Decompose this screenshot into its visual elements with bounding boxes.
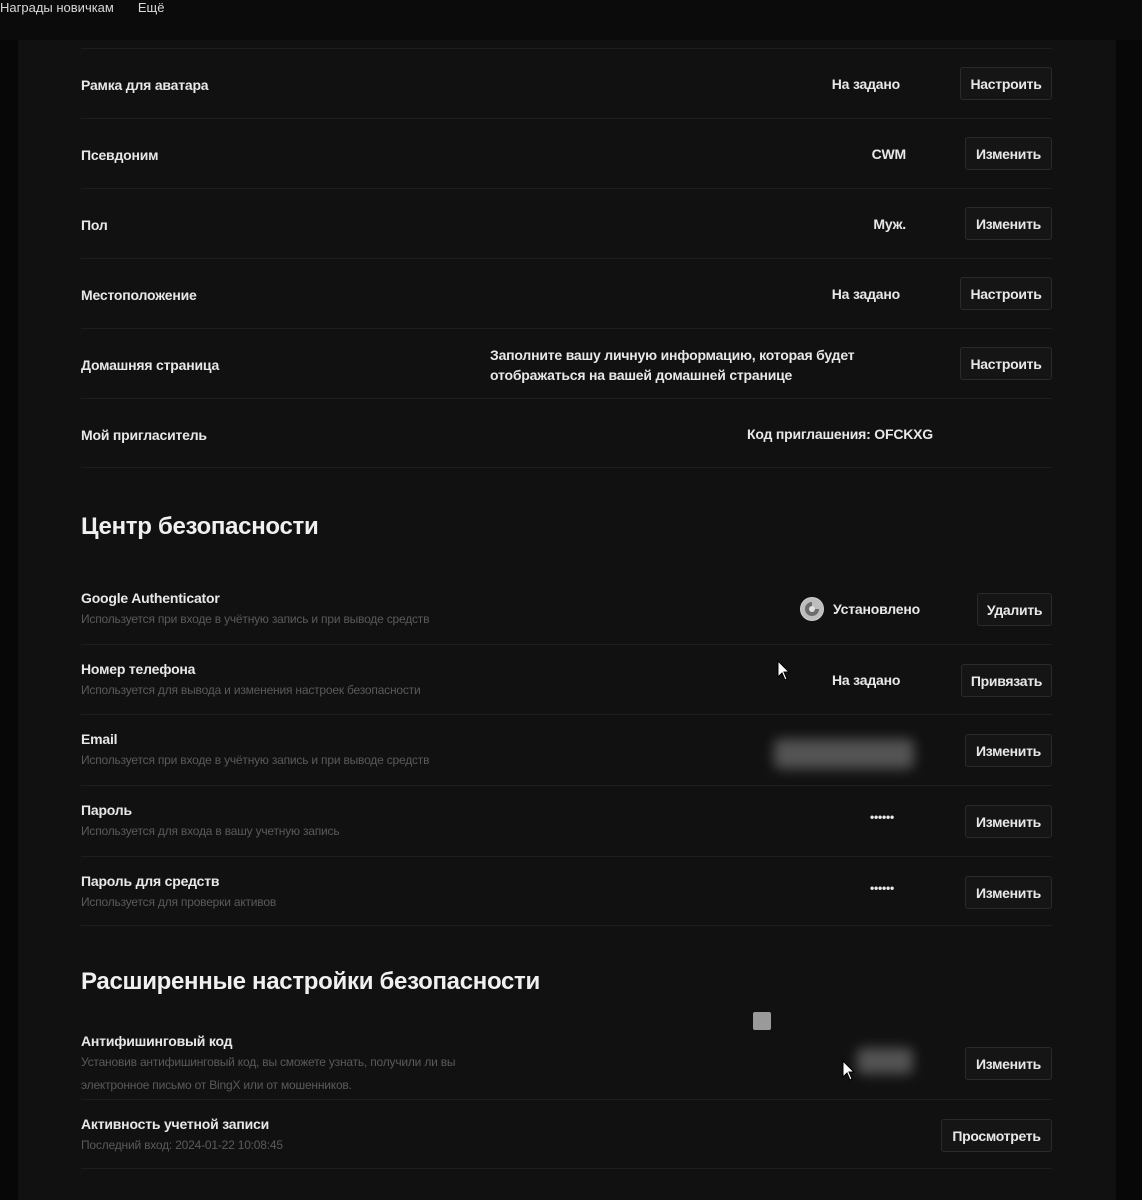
homepage-hint bbox=[490, 345, 854, 385]
row-password bbox=[81, 785, 1052, 855]
nav-item-more[interactable]: Ещё bbox=[137, 0, 165, 15]
row-label: Псевдоним bbox=[81, 147, 159, 163]
row-title: Номер телефона bbox=[81, 661, 196, 677]
row-value: •••••• bbox=[870, 881, 895, 895]
row-desc: Используется для вывода и изменения настроек безопасности bbox=[81, 683, 421, 697]
row-desc: Используется для проверки активов bbox=[81, 895, 276, 909]
settings-content bbox=[81, 48, 1052, 468]
email-value-redacted bbox=[774, 739, 914, 769]
antiphishing-value-redacted bbox=[857, 1048, 913, 1074]
row-desc: Используется для входа в вашу учетную запись bbox=[81, 824, 340, 838]
row-label: Мой пригласитель bbox=[81, 427, 207, 443]
row-label: Домашняя страница bbox=[81, 357, 220, 373]
edit-email-button[interactable]: Изменить bbox=[965, 734, 1052, 767]
row-desc bbox=[81, 1051, 455, 1097]
row-label: Рамка для аватара bbox=[81, 77, 209, 93]
row-antiphishing-code bbox=[81, 1028, 1052, 1099]
row-desc-line2: электронное письмо от BingX или от мошенников. bbox=[81, 1078, 352, 1092]
row-desc: Используется при входе в учётную запись и при выводе средств bbox=[81, 753, 430, 767]
row-title: Активность учетной записи bbox=[81, 1116, 270, 1132]
row-account-activity bbox=[81, 1099, 1052, 1169]
edit-password-button[interactable]: Изменить bbox=[965, 805, 1052, 838]
homepage-hint-line2: отображаться на вашей домашней странице bbox=[490, 367, 793, 383]
row-value: Установлено bbox=[833, 601, 920, 617]
invite-code: Код приглашения: OFCKXG bbox=[747, 426, 933, 442]
row-title: Пароль bbox=[81, 802, 132, 818]
row-value: CWM bbox=[871, 146, 906, 162]
edit-nickname-button[interactable]: Изменить bbox=[965, 137, 1052, 170]
row-gender bbox=[81, 188, 1052, 258]
setup-homepage-button[interactable]: Настроить bbox=[960, 347, 1052, 380]
row-desc-line1: Установив антифишинговый код, вы сможете узнать, получили ли вы bbox=[81, 1055, 456, 1069]
setup-avatar-frame-button[interactable]: Настроить bbox=[960, 67, 1052, 100]
mouse-cursor-icon bbox=[842, 1060, 856, 1082]
bind-phone-button[interactable]: Привязать bbox=[961, 664, 1052, 697]
top-nav bbox=[0, 0, 1142, 40]
view-activity-button[interactable]: Просмотреть bbox=[941, 1119, 1052, 1152]
section-title-advanced: Расширенные настройки безопасности bbox=[81, 968, 540, 995]
google-authenticator-icon bbox=[800, 597, 824, 621]
row-google-authenticator bbox=[81, 574, 1052, 644]
section-title-security: Центр безопасности bbox=[81, 513, 319, 540]
row-fund-password bbox=[81, 856, 1052, 926]
edit-fund-password-button[interactable]: Изменить bbox=[965, 876, 1052, 909]
row-title: Антифишинговый код bbox=[81, 1033, 233, 1049]
row-avatar-frame bbox=[81, 48, 1052, 118]
remove-authenticator-button[interactable]: Удалить bbox=[977, 593, 1052, 626]
nav-item-newbie-rewards[interactable]: Награды новичкам bbox=[0, 0, 114, 15]
row-desc: Последний вход: 2024-01-22 10:08:45 bbox=[81, 1138, 283, 1152]
row-nickname bbox=[81, 118, 1052, 188]
row-label: Местоположение bbox=[81, 287, 197, 303]
row-title: Пароль для средств bbox=[81, 873, 220, 889]
row-inviter bbox=[81, 398, 1052, 468]
setup-location-button[interactable]: Настроить bbox=[960, 277, 1052, 310]
row-title: Email bbox=[81, 731, 118, 747]
row-desc: Используется при входе в учётную запись и при выводе средств bbox=[81, 612, 430, 626]
row-location bbox=[81, 258, 1052, 328]
edit-antiphishing-button[interactable]: Изменить bbox=[965, 1047, 1052, 1080]
row-homepage bbox=[81, 328, 1052, 398]
row-label: Пол bbox=[81, 217, 108, 233]
row-value: На задано bbox=[831, 286, 900, 302]
row-phone-number bbox=[81, 644, 1052, 714]
row-value: На задано bbox=[832, 672, 901, 688]
row-value: Муж. bbox=[873, 216, 906, 232]
row-title: Google Authenticator bbox=[81, 590, 220, 606]
loading-icon bbox=[753, 1012, 771, 1030]
row-value: •••••• bbox=[870, 810, 895, 824]
homepage-hint-line1: Заполните вашу личную информацию, которая будет bbox=[490, 347, 855, 363]
row-email bbox=[81, 714, 1052, 784]
mouse-cursor-icon bbox=[777, 660, 791, 682]
row-value: На задано bbox=[831, 76, 900, 92]
edit-gender-button[interactable]: Изменить bbox=[965, 207, 1052, 240]
